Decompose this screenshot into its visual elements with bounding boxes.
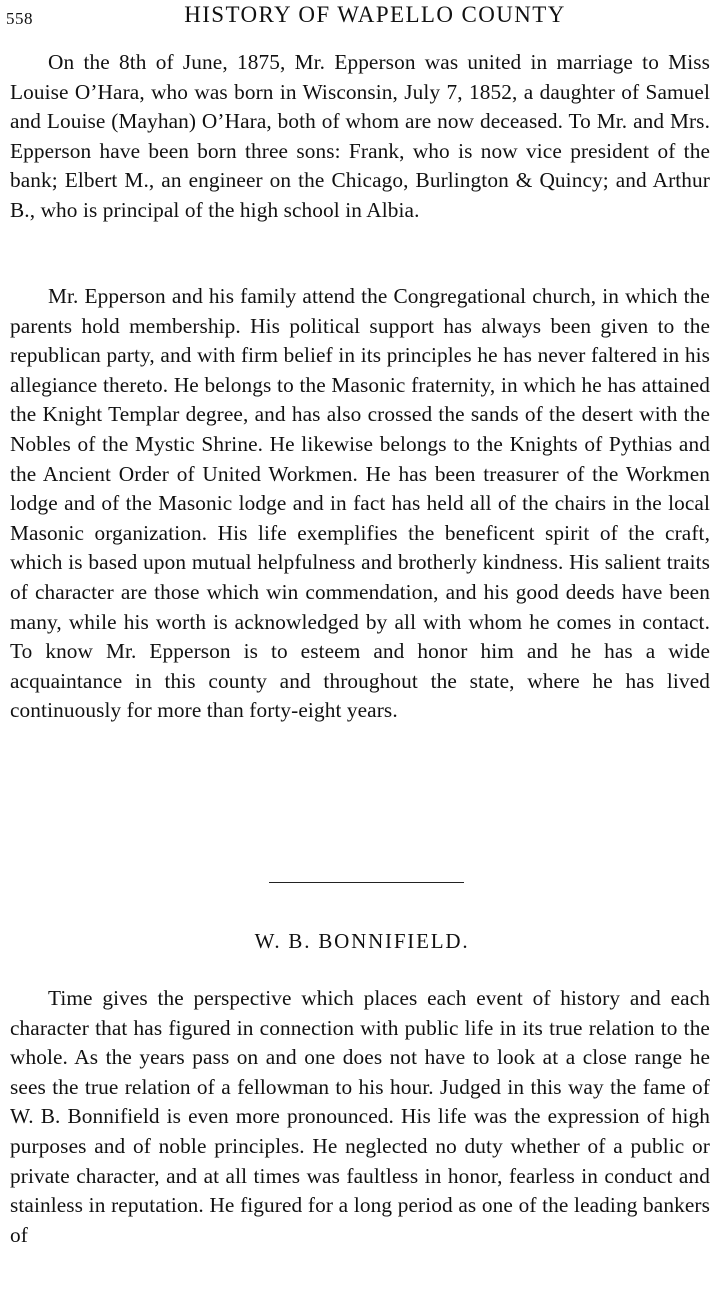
page-number: 558 bbox=[6, 9, 33, 28]
epperson-affiliations-paragraph: Mr. Epperson and his family attend the Congregational church, in which the parents hold membership. His political support has always been given to the republican party, and with firm belief in its principles he has never faltered in his allegiance thereto. He belongs to the Masonic fraternity, in which he has attained the Knight Templar degree, and has also crossed the sands of the desert with the Nobles of the Mystic Shrine. He likewise belongs to the Knights of Pythias and the Ancient Order of United Workmen. He has been treasurer of the Workmen lodge and of the Masonic lodge and in fact has held all of the chairs in the local Masonic organization. His life exemplifies the beneficent spirit of the craft, which is based upon mutual helpfulness and brotherly kindness. His salient traits of character are those which win commendation, and his good deeds have been many, while his worth is acknowledged by all with whom he comes in contact. To know Mr. Epperson is to esteem and honor him and he has a wide acquaintance in this county and throughout the state, where he has lived continuously for more than forty-eight years. bbox=[10, 284, 710, 723]
running-title: HISTORY OF WAPELLO COUNTY bbox=[184, 2, 566, 27]
running-head bbox=[6, 2, 716, 32]
section-divider bbox=[269, 882, 464, 883]
bonnifield-intro-paragraph: Time gives the perspective which places each event of history and each character that has figured in connection with public life in its true relation to the whole. As the years pass on and one does not have to look at a close range he sees the true relation of a fellowman to his hour. Judged in this way the fame of W. B. Bonnifield is even more pronounced. His life was the expression of high purposes and of noble principles. He neglected no duty whether of a public or private character, and at all times was faultless in honor, fearless in conduct and stainless in reputation. He figured for a long period as one of the leading bankers of bbox=[10, 986, 710, 1247]
bonnifield-heading: W. B. BONNIFIELD. bbox=[254, 929, 470, 953]
epperson-marriage-paragraph: On the 8th of June, 1875, Mr. Epperson was united in marriage to Miss Louise O’Hara, who was born in Wisconsin, July 7, 1852, a daughter of Samuel and Louise (Mayhan) O’Hara, both of whom are now deceased. To Mr. and Mrs. Epperson have been born three sons: Frank, who is now vice president of the bank; Elbert M., an engineer on the Chicago, Burlington & Quincy; and Arthur B., who is principal of the high school in Albia. bbox=[10, 50, 710, 222]
